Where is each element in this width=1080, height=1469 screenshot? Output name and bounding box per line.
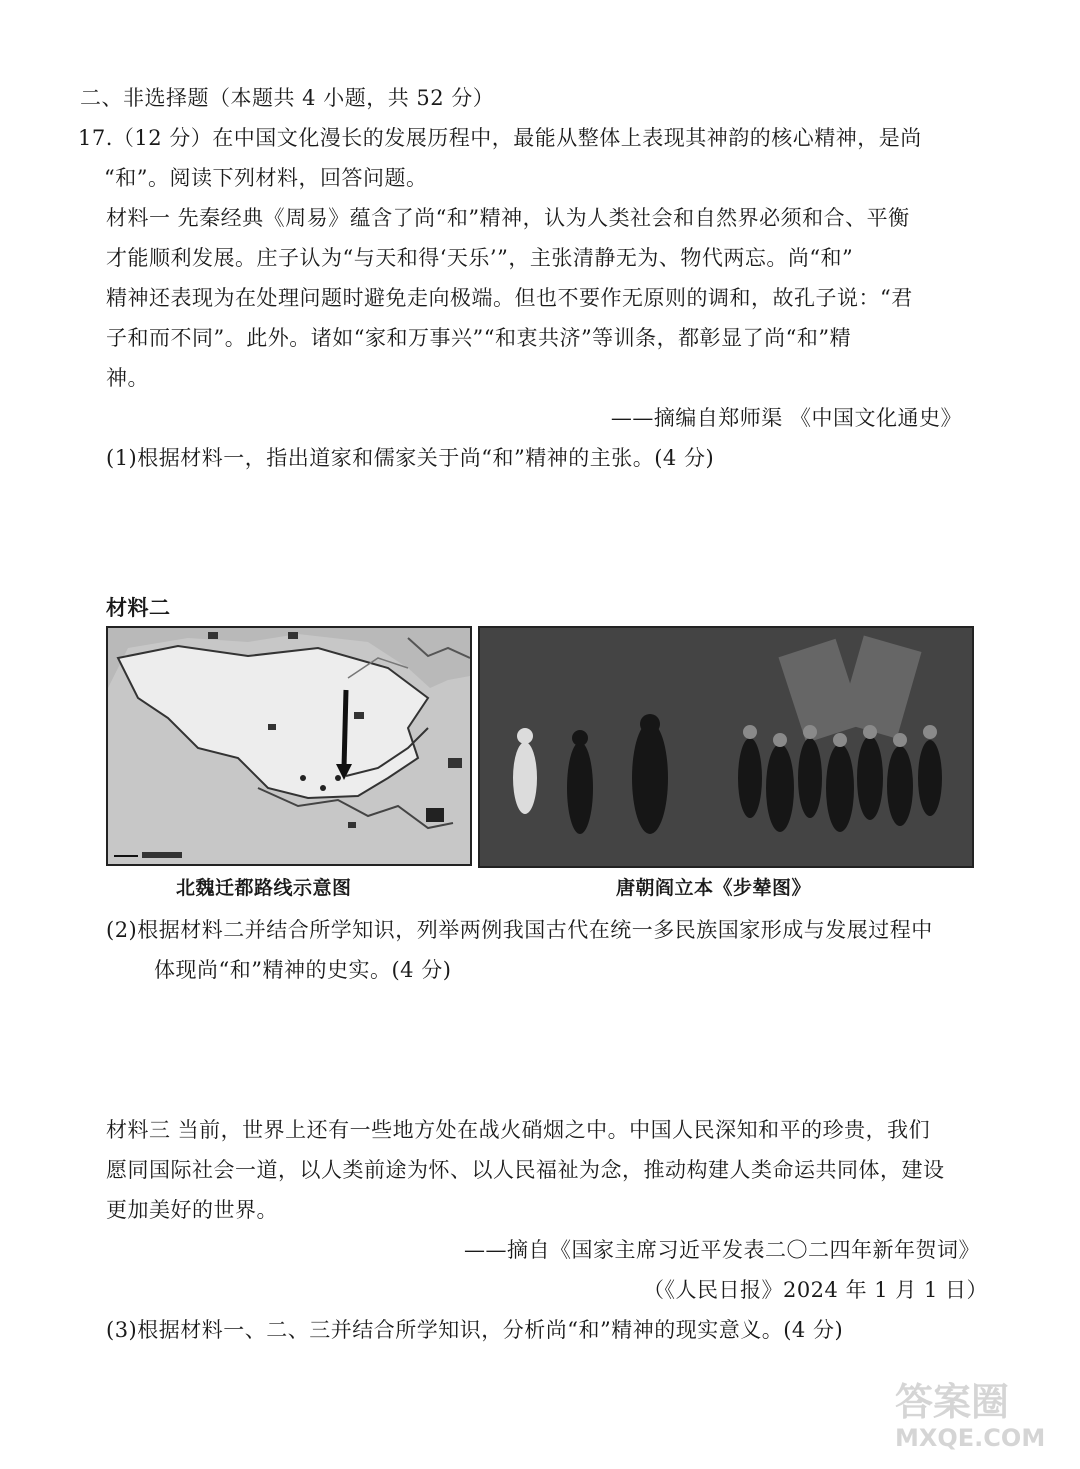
painting-caption: 唐朝阎立本《步辇图》 — [616, 877, 812, 899]
map-caption: 北魏迁都路线示意图 — [176, 877, 352, 899]
watermark-logo — [895, 1380, 1045, 1460]
material-1-line-5: 神。 — [106, 366, 149, 390]
sub-question-1: (1)根据材料一，指出道家和儒家关于尚“和”精神的主张。(4 分) — [106, 446, 715, 470]
material-1-line-4: 子和而不同”。此外。诸如“家和万事兴”“和衷共济”等训条，都彰显了尚“和”精 — [106, 326, 852, 350]
watermark-text-cn: 答案圈 — [895, 1380, 1010, 1424]
material-3-line-3: 更加美好的世界。 — [106, 1198, 278, 1222]
section-heading: 二、非选择题（本题共 4 小题，共 52 分） — [80, 86, 495, 110]
map-image — [106, 626, 472, 866]
sub-question-2-line-1: (2)根据材料二并结合所学知识，列举两例我国古代在统一多民族国家形成与发展过程中 — [106, 918, 933, 942]
material-1-line-3: 精神还表现为在处理问题时避免走向极端。但也不要作无原则的调和，故孔子说：“君 — [106, 286, 913, 310]
material-3-source-2: （《人民日报》2024 年 1 月 1 日） — [642, 1278, 988, 1302]
painting-image — [478, 626, 974, 868]
material-3-source-1: ——摘自《国家主席习近平发表二〇二四年新年贺词》 — [464, 1238, 980, 1262]
question-intro-line-1: 17.（12 分）在中国文化漫长的发展历程中，最能从整体上表现其神韵的核心精神，是尚 — [78, 126, 922, 150]
sub-question-2-line-2: 体现尚“和”精神的史实。(4 分) — [154, 958, 452, 982]
material-2-label: 材料二 — [106, 596, 171, 620]
painting-illustration — [480, 628, 972, 866]
watermark-text-en: MXQE.COM — [895, 1424, 1046, 1452]
material-1-line-2: 才能顺利发展。庄子认为“与天和得‘天乐’”，主张清静无为、物代两忘。尚“和” — [106, 246, 854, 270]
material-3-line-2: 愿同国际社会一道，以人类前途为怀、以人民福祉为念，推动构建人类命运共同体，建设 — [106, 1158, 945, 1182]
map-illustration — [108, 628, 470, 864]
question-intro-line-2: “和”。阅读下列材料，回答问题。 — [104, 166, 428, 190]
material-1-source: ——摘编自郑师渠 《中国文化通史》 — [610, 406, 962, 430]
material-3-line-1: 材料三 当前，世界上还有一些地方处在战火硝烟之中。中国人民深知和平的珍贵，我们 — [106, 1118, 931, 1142]
material-1-line-1: 材料一 先秦经典《周易》蕴含了尚“和”精神，认为人类社会和自然界必须和合、平衡 — [106, 206, 910, 230]
sub-question-3: (3)根据材料一、二、三并结合所学知识，分析尚“和”精神的现实意义。(4 分) — [106, 1318, 844, 1342]
